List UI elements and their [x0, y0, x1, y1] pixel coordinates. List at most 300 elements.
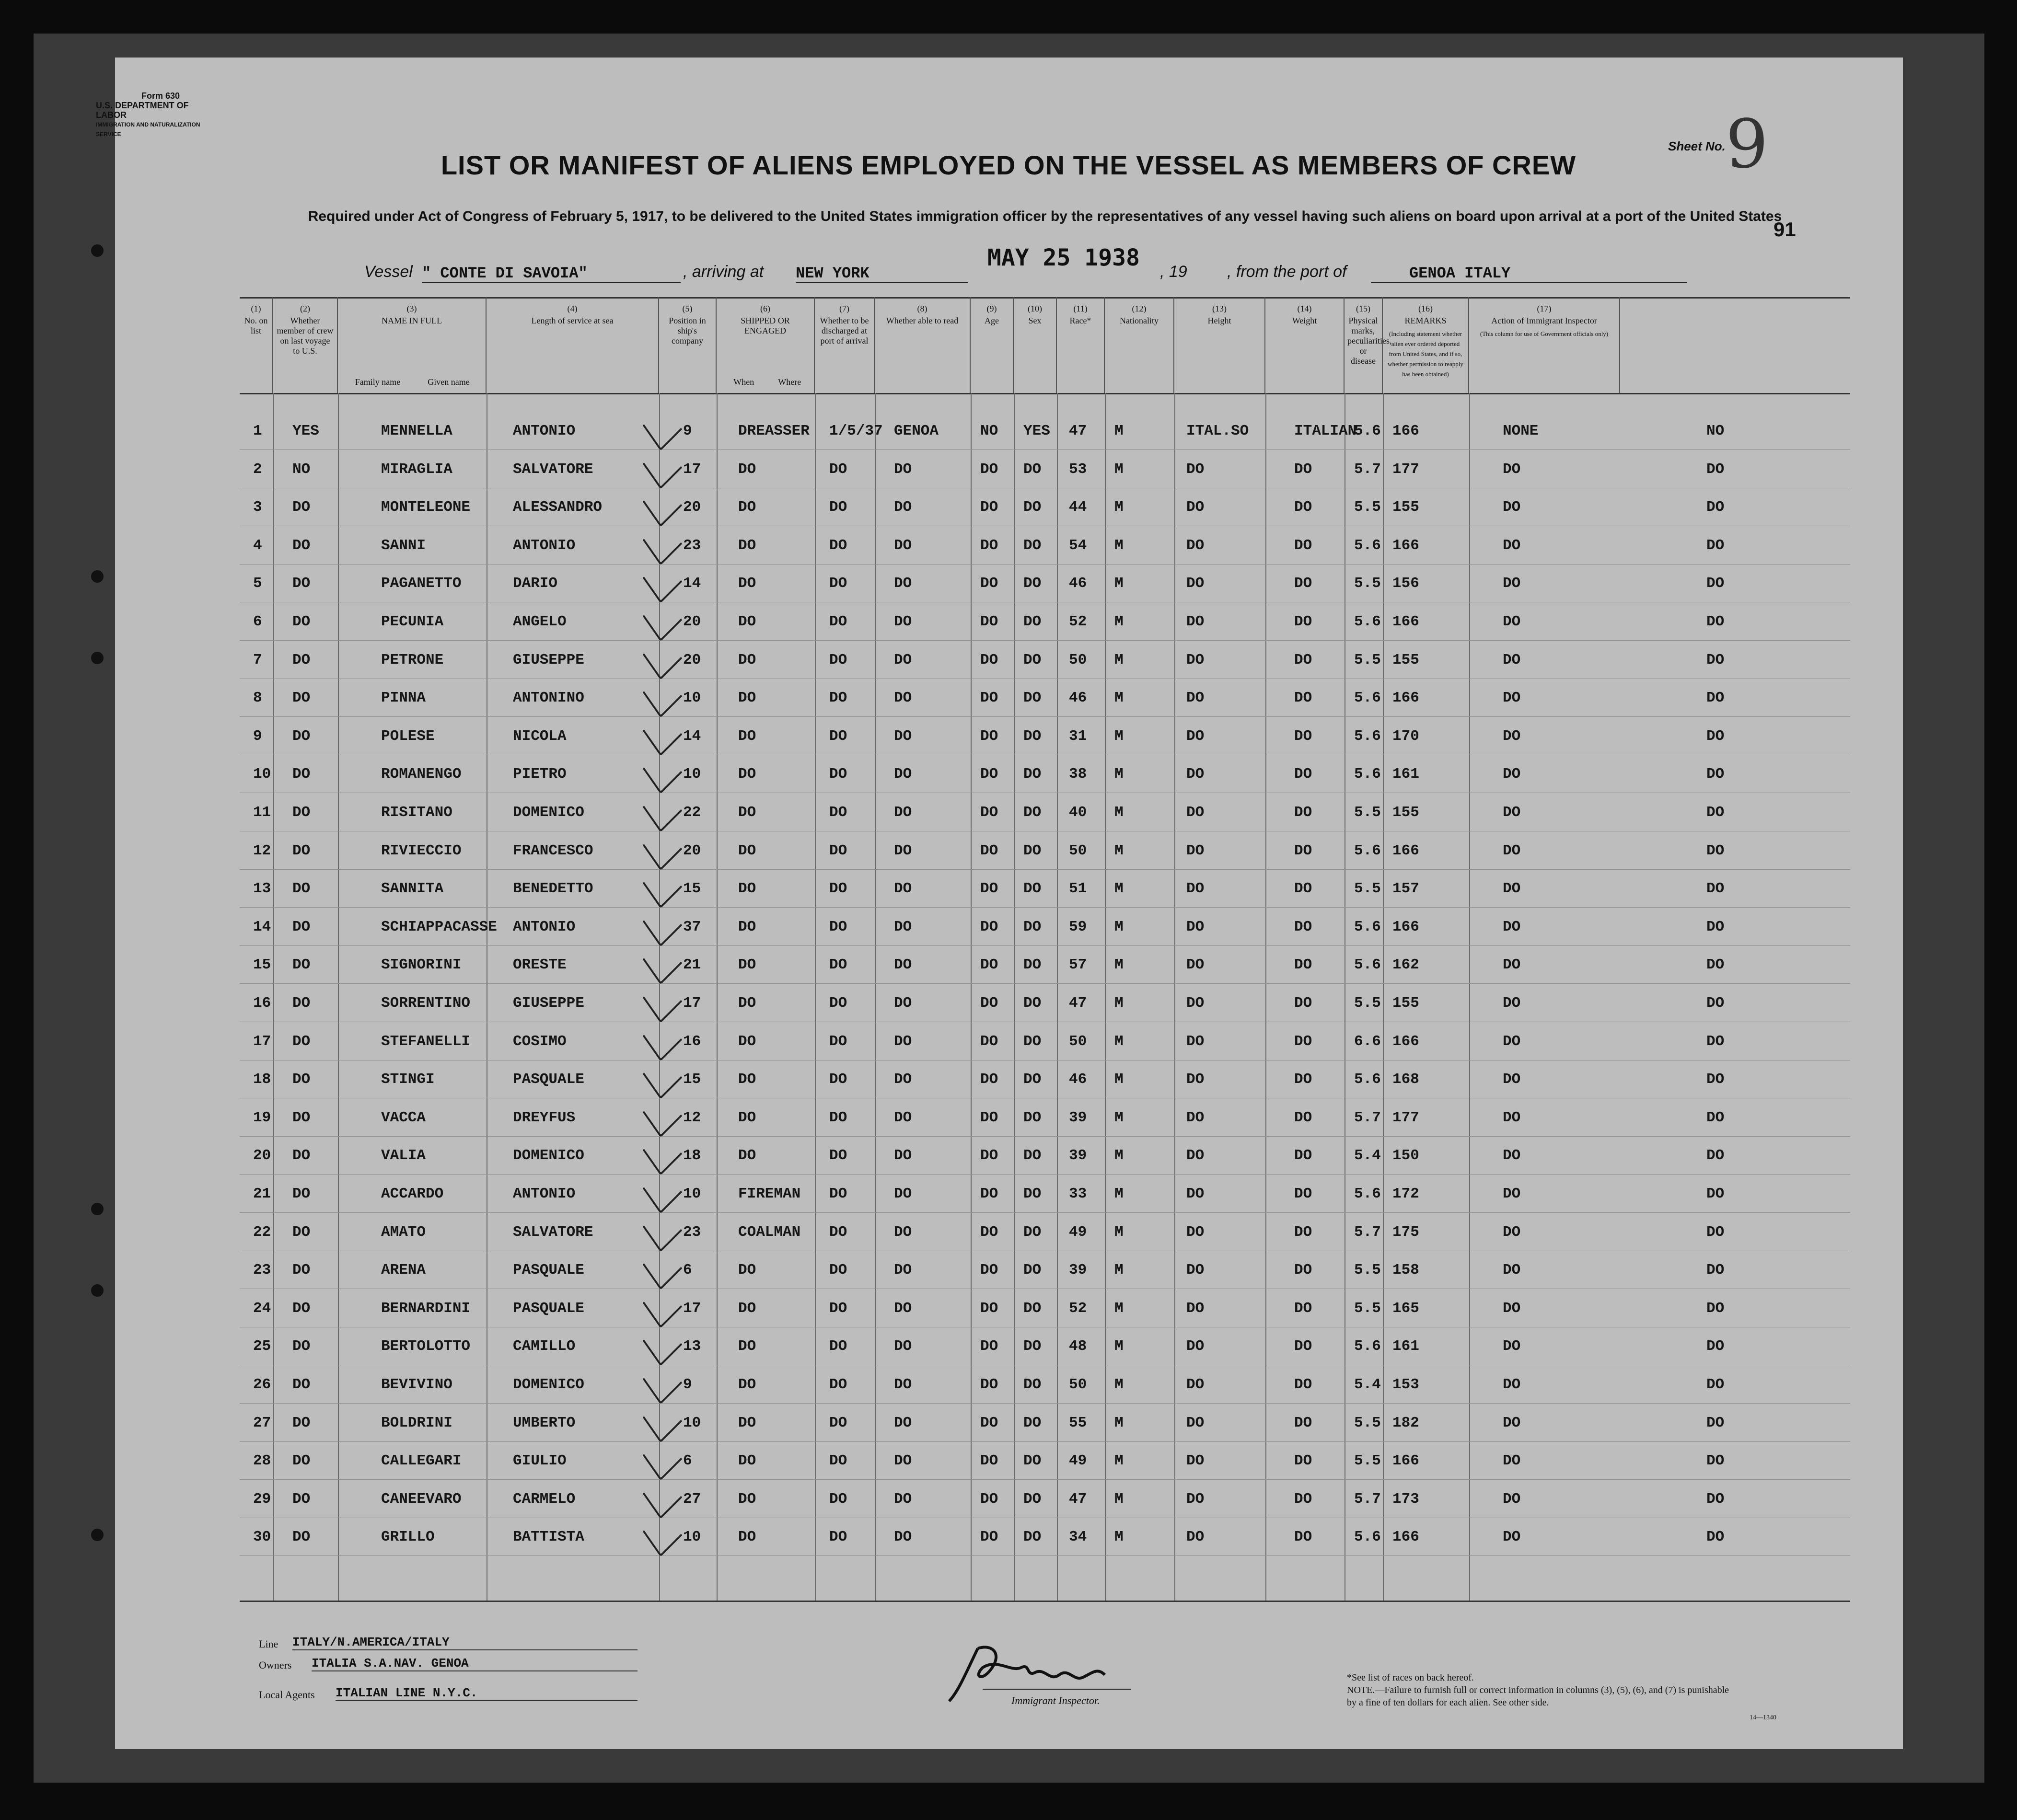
column-label: Sex — [1028, 316, 1042, 325]
cell-when: DO — [829, 613, 847, 630]
print-code: 14—1340 — [1750, 1714, 1776, 1721]
cell-weight: 155 — [1392, 804, 1419, 821]
cell-given: ORESTE — [513, 956, 567, 974]
cell-given: BENEDETTO — [513, 880, 593, 898]
column-header — [1265, 297, 1345, 393]
cell-remarks: DO — [1706, 613, 1725, 630]
cell-when: DO — [829, 1452, 847, 1470]
cell-read: DO — [1023, 880, 1042, 898]
column-number: (16) — [1418, 304, 1433, 313]
cell-height: 5.5 — [1354, 880, 1381, 898]
cell-when: DO — [829, 651, 847, 668]
cell-discharged: DO — [980, 690, 998, 707]
cell-weight: 157 — [1392, 880, 1419, 898]
cell-height: 5.6 — [1354, 727, 1381, 745]
cell-discharged: DO — [980, 499, 998, 516]
cell-age: 40 — [1069, 804, 1087, 821]
cell-age: 52 — [1069, 613, 1087, 630]
cell-read: DO — [1023, 1033, 1042, 1050]
cell-no: 22 — [253, 1223, 271, 1241]
cell-prev: NO — [292, 461, 311, 478]
cell-service: 14 — [683, 727, 701, 745]
column-label: Age — [985, 316, 999, 325]
cell-discharged: DO — [980, 1300, 998, 1317]
cell-remarks: DO — [1706, 1490, 1725, 1508]
cell-when: DO — [829, 461, 847, 478]
cell-given: GIUSEPPE — [513, 995, 584, 1012]
column-header — [1383, 297, 1469, 393]
cell-age: 47 — [1069, 423, 1087, 439]
cell-discharged: DO — [980, 537, 998, 554]
cell-marks: DO — [1503, 1376, 1521, 1393]
column-label: Position in ship's company — [669, 316, 706, 346]
column-label: Whether able to read — [886, 316, 959, 325]
cell-service: 23 — [683, 537, 701, 554]
column-number: (2) — [300, 304, 310, 313]
cell-age: 54 — [1069, 537, 1087, 554]
cell-service: 16 — [683, 1033, 701, 1050]
cell-remarks: NO — [1706, 423, 1725, 439]
cell-height: 5.5 — [1354, 575, 1381, 592]
cell-remarks: DO — [1706, 499, 1725, 516]
cell-age: 48 — [1069, 1338, 1087, 1355]
cell-height: 5.7 — [1354, 1223, 1381, 1241]
cell-position: DO — [738, 461, 756, 478]
cell-prev: DO — [292, 1300, 311, 1317]
column-header — [659, 297, 717, 393]
cell-remarks: DO — [1706, 1186, 1725, 1202]
cell-position: DO — [738, 575, 756, 592]
line-label: Line — [259, 1638, 278, 1650]
column-label: SHIPPED OR ENGAGED — [741, 316, 790, 335]
cell-height: 5.6 — [1354, 690, 1381, 707]
cell-position: DO — [738, 804, 756, 821]
cell-remarks: DO — [1706, 1338, 1725, 1355]
table-row — [240, 1099, 1850, 1137]
from-port: GENOA ITALY — [1371, 265, 1687, 283]
cell-read: DO — [1023, 1109, 1042, 1126]
cell-remarks: DO — [1706, 1033, 1725, 1050]
cell-read: DO — [1023, 1147, 1042, 1164]
cell-when: DO — [829, 690, 847, 707]
cell-weight: 168 — [1392, 1071, 1419, 1088]
cell-sex: M — [1114, 842, 1124, 859]
cell-where: DO — [894, 1490, 912, 1508]
cell-race: DO — [1186, 1376, 1205, 1393]
cell-prev: DO — [292, 690, 311, 707]
crew-manifest-table — [240, 297, 1850, 1601]
cell-position: DO — [738, 613, 756, 630]
cell-marks: DO — [1503, 804, 1521, 821]
cell-weight: 156 — [1392, 575, 1419, 592]
cell-nationality: DO — [1294, 1452, 1312, 1470]
cell-sex: M — [1114, 537, 1124, 554]
cell-prev: DO — [292, 918, 311, 935]
table-row — [240, 1480, 1850, 1518]
cell-nationality: DO — [1294, 995, 1312, 1012]
cell-no: 17 — [253, 1033, 271, 1050]
column-header — [875, 297, 971, 393]
cell-service: 14 — [683, 575, 701, 592]
cell-weight: 166 — [1392, 423, 1419, 439]
cell-marks: DO — [1503, 956, 1521, 974]
cell-read: DO — [1023, 1529, 1042, 1546]
column-header — [1105, 297, 1174, 393]
cell-height: 6.6 — [1354, 1033, 1381, 1050]
cell-where: DO — [894, 1147, 912, 1164]
sheet-label: Sheet No. — [1668, 139, 1726, 153]
cell-age: 50 — [1069, 1376, 1087, 1393]
cell-when: DO — [829, 766, 847, 783]
table-row — [240, 1137, 1850, 1175]
cell-position: DO — [738, 918, 756, 935]
cell-age: 44 — [1069, 499, 1087, 516]
cell-prev: DO — [292, 1147, 311, 1164]
table-row — [240, 1442, 1850, 1480]
cell-sex: M — [1114, 1529, 1124, 1546]
cell-nationality: DO — [1294, 1071, 1312, 1088]
punch-hole — [91, 1529, 104, 1541]
table-row — [240, 870, 1850, 908]
cell-where: DO — [894, 499, 912, 516]
cell-where: DO — [894, 1223, 912, 1241]
cell-read: DO — [1023, 1414, 1042, 1431]
cell-family: ARENA — [381, 1262, 426, 1279]
cell-position: DO — [738, 1529, 756, 1546]
cell-no: 8 — [253, 690, 262, 707]
cell-sex: M — [1114, 1109, 1124, 1126]
column-number: (12) — [1132, 304, 1147, 313]
cell-when: DO — [829, 1300, 847, 1317]
owners-value: ITALIA S.A.NAV. GENOA — [312, 1656, 638, 1671]
cell-given: UMBERTO — [513, 1414, 576, 1431]
cell-when: DO — [829, 1376, 847, 1393]
cell-position: COALMAN — [738, 1223, 801, 1241]
cell-height: 5.6 — [1354, 613, 1381, 630]
cell-family: MIRAGLIA — [381, 461, 452, 478]
punch-hole — [91, 652, 104, 664]
cell-family: VACCA — [381, 1109, 426, 1126]
cell-prev: DO — [292, 995, 311, 1012]
cell-remarks: DO — [1706, 1414, 1725, 1431]
cell-position: DO — [738, 1262, 756, 1279]
cell-read: DO — [1023, 690, 1042, 707]
cell-remarks: DO — [1706, 1529, 1725, 1546]
column-number: (3) — [406, 304, 417, 313]
table-row — [240, 564, 1850, 602]
cell-when: DO — [829, 537, 847, 554]
cell-height: 5.7 — [1354, 1490, 1381, 1508]
inspector-label: Immigrant Inspector. — [1011, 1694, 1100, 1706]
table-row — [240, 1404, 1850, 1442]
cell-family: CANEEVARO — [381, 1490, 462, 1508]
cell-race: ITAL.SO — [1186, 423, 1249, 439]
column-header — [971, 297, 1014, 393]
cell-nationality: DO — [1294, 766, 1312, 783]
cell-weight: 166 — [1392, 1033, 1419, 1050]
cell-read: DO — [1023, 995, 1042, 1012]
cell-when: DO — [829, 1071, 847, 1088]
cell-marks: DO — [1503, 727, 1521, 745]
cell-where: GENOA — [894, 423, 939, 439]
cell-read: DO — [1023, 1223, 1042, 1241]
page-title: LIST OR MANIFEST OF ALIENS EMPLOYED ON THE VESSEL AS MEMBERS OF CREW — [440, 150, 1577, 180]
cell-family: CALLEGARI — [381, 1452, 462, 1470]
table-row — [240, 412, 1850, 450]
cell-given: CARMELO — [513, 1490, 576, 1508]
cell-remarks: DO — [1706, 461, 1725, 478]
cell-no: 21 — [253, 1186, 271, 1202]
cell-nationality: DO — [1294, 918, 1312, 935]
cell-where: DO — [894, 995, 912, 1012]
cell-read: DO — [1023, 1452, 1042, 1470]
owners-label: Owners — [259, 1659, 292, 1671]
cell-service: 15 — [683, 1071, 701, 1088]
cell-where: DO — [894, 1376, 912, 1393]
cell-service: 10 — [683, 690, 701, 707]
cell-height: 5.5 — [1354, 499, 1381, 516]
cell-discharged: DO — [980, 880, 998, 898]
cell-read: DO — [1023, 727, 1042, 745]
column-number: (14) — [1297, 304, 1312, 313]
cell-prev: DO — [292, 575, 311, 592]
cell-no: 18 — [253, 1071, 271, 1088]
cell-discharged: DO — [980, 1262, 998, 1279]
cell-weight: 155 — [1392, 651, 1419, 668]
cell-age: 46 — [1069, 1071, 1087, 1088]
cell-sex: M — [1114, 1376, 1124, 1393]
cell-service: 17 — [683, 995, 701, 1012]
cell-where: DO — [894, 1452, 912, 1470]
cell-prev: DO — [292, 1186, 311, 1202]
cell-nationality: DO — [1294, 1109, 1312, 1126]
cell-discharged: DO — [980, 1147, 998, 1164]
cell-where: DO — [894, 1338, 912, 1355]
cell-no: 14 — [253, 918, 271, 935]
cell-height: 5.6 — [1354, 766, 1381, 783]
cell-where: DO — [894, 690, 912, 707]
cell-service: 17 — [683, 461, 701, 478]
column-header — [1469, 297, 1620, 393]
cell-given: SALVATORE — [513, 1223, 593, 1241]
cell-prev: DO — [292, 651, 311, 668]
cell-service: 13 — [683, 1338, 701, 1355]
cell-race: DO — [1186, 613, 1205, 630]
cell-height: 5.6 — [1354, 423, 1381, 439]
cell-race: DO — [1186, 575, 1205, 592]
cell-weight: 166 — [1392, 918, 1419, 935]
cell-position: DO — [738, 1109, 756, 1126]
cell-marks: DO — [1503, 1452, 1521, 1470]
column-label: No. on list — [244, 316, 268, 335]
cell-where: DO — [894, 575, 912, 592]
cell-discharged: DO — [980, 651, 998, 668]
table-row — [240, 679, 1850, 717]
column-header — [1174, 297, 1265, 393]
column-number: (10) — [1028, 304, 1042, 313]
cell-nationality: DO — [1294, 1376, 1312, 1393]
cell-given: COSIMO — [513, 1033, 567, 1050]
cell-no: 7 — [253, 651, 262, 668]
cell-service: 20 — [683, 499, 701, 516]
cell-position: DO — [738, 1338, 756, 1355]
column-label: Weight — [1292, 316, 1317, 325]
sheet-number: 9 — [1726, 105, 1769, 184]
column-sublabel: Where — [778, 377, 801, 387]
cell-read: DO — [1023, 804, 1042, 821]
cell-race: DO — [1186, 880, 1205, 898]
cell-read: DO — [1023, 613, 1042, 630]
cell-family: ROMANENGO — [381, 766, 462, 783]
cell-no: 3 — [253, 499, 262, 516]
cell-race: DO — [1186, 956, 1205, 974]
cell-given: SALVATORE — [513, 461, 593, 478]
column-number: (11) — [1073, 304, 1088, 313]
cell-marks: DO — [1503, 1490, 1521, 1508]
cell-race: DO — [1186, 1300, 1205, 1317]
arriving-port: NEW YORK — [796, 265, 968, 283]
cell-given: GIUSEPPE — [513, 651, 584, 668]
table-row — [240, 946, 1850, 984]
cell-position: DO — [738, 1033, 756, 1050]
cell-discharged: DO — [980, 1490, 998, 1508]
cell-when: DO — [829, 1338, 847, 1355]
cell-sex: M — [1114, 499, 1124, 516]
column-sublabel: (Including statement whether alien ever ordered deported from United States, and if so, whether permission to reapply has been obtained) — [1388, 330, 1463, 378]
cell-discharged: DO — [980, 1223, 998, 1241]
cell-given: PASQUALE — [513, 1262, 584, 1279]
cell-sex: M — [1114, 423, 1124, 439]
cell-sex: M — [1114, 918, 1124, 935]
cell-discharged: DO — [980, 1033, 998, 1050]
cell-position: DO — [738, 880, 756, 898]
cell-sex: M — [1114, 651, 1124, 668]
cell-height: 5.4 — [1354, 1147, 1381, 1164]
cell-discharged: DO — [980, 1186, 998, 1202]
cell-prev: DO — [292, 1529, 311, 1546]
cell-age: 50 — [1069, 1033, 1087, 1050]
cell-weight: 173 — [1392, 1490, 1419, 1508]
cell-age: 47 — [1069, 995, 1087, 1012]
cell-when: DO — [829, 995, 847, 1012]
column-header — [338, 297, 487, 393]
cell-prev: DO — [292, 880, 311, 898]
cell-marks: DO — [1503, 1414, 1521, 1431]
cell-when: DO — [829, 499, 847, 516]
cell-height: 5.5 — [1354, 804, 1381, 821]
column-header — [273, 297, 338, 393]
cell-marks: DO — [1503, 1262, 1521, 1279]
cell-position: DO — [738, 1490, 756, 1508]
cell-family: VALIA — [381, 1147, 426, 1164]
cell-service: 10 — [683, 1529, 701, 1546]
column-header — [240, 297, 273, 393]
cell-family: SCHIAPPACASSE — [381, 918, 497, 935]
cell-where: DO — [894, 1109, 912, 1126]
cell-discharged: DO — [980, 613, 998, 630]
cell-age: 52 — [1069, 1300, 1087, 1317]
column-label: REMARKS — [1404, 316, 1447, 325]
cell-height: 5.5 — [1354, 1300, 1381, 1317]
column-header — [717, 297, 815, 393]
column-label: Length of service at sea — [531, 316, 614, 325]
cell-service: 9 — [683, 423, 692, 439]
cell-sex: M — [1114, 461, 1124, 478]
cell-position: DO — [738, 1414, 756, 1431]
cell-age: 57 — [1069, 956, 1087, 974]
cell-race: DO — [1186, 842, 1205, 859]
cell-age: 53 — [1069, 461, 1087, 478]
cell-remarks: DO — [1706, 1071, 1725, 1088]
cell-discharged: DO — [980, 1414, 998, 1431]
cell-position: DO — [738, 1147, 756, 1164]
cell-no: 10 — [253, 766, 271, 783]
table-row — [240, 984, 1850, 1022]
cell-given: PASQUALE — [513, 1300, 584, 1317]
cell-race: DO — [1186, 690, 1205, 707]
cell-nationality: ITALIAN — [1294, 423, 1357, 439]
table-row — [240, 908, 1850, 946]
cell-read: DO — [1023, 1186, 1042, 1202]
vessel-label: Vessel — [364, 263, 413, 281]
cell-where: DO — [894, 1071, 912, 1088]
cell-nationality: DO — [1294, 880, 1312, 898]
cell-marks: DO — [1503, 499, 1521, 516]
form-number: Form 630 — [141, 91, 180, 101]
cell-remarks: DO — [1706, 690, 1725, 707]
cell-age: 49 — [1069, 1223, 1087, 1241]
cell-nationality: DO — [1294, 1262, 1312, 1279]
cell-marks: DO — [1503, 1071, 1521, 1088]
cell-family: RISITANO — [381, 804, 452, 821]
cell-given: BATTISTA — [513, 1529, 584, 1546]
column-label: Height — [1207, 316, 1231, 325]
cell-discharged: DO — [980, 918, 998, 935]
cell-prev: DO — [292, 1109, 311, 1126]
cell-no: 6 — [253, 613, 262, 630]
cell-read: DO — [1023, 1300, 1042, 1317]
cell-nationality: DO — [1294, 1338, 1312, 1355]
cell-prev: DO — [292, 537, 311, 554]
column-header — [815, 297, 875, 393]
cell-prev: DO — [292, 1414, 311, 1431]
cell-when: DO — [829, 1109, 847, 1126]
cell-nationality: DO — [1294, 842, 1312, 859]
table-row — [240, 832, 1850, 870]
cell-family: AMATO — [381, 1223, 426, 1241]
cell-sex: M — [1114, 1414, 1124, 1431]
cell-discharged: DO — [980, 461, 998, 478]
cell-discharged: DO — [980, 1071, 998, 1088]
cell-service: 20 — [683, 613, 701, 630]
cell-height: 5.6 — [1354, 1071, 1381, 1088]
cell-prev: DO — [292, 1376, 311, 1393]
cell-height: 5.5 — [1354, 651, 1381, 668]
table-row — [240, 794, 1850, 831]
cell-discharged: DO — [980, 1529, 998, 1546]
cell-family: PETRONE — [381, 651, 444, 668]
cell-position: DO — [738, 1376, 756, 1393]
cell-race: DO — [1186, 1186, 1205, 1202]
cell-age: 39 — [1069, 1109, 1087, 1126]
vessel-name: " CONTE DI SAVOIA" — [422, 265, 681, 283]
cell-height: 5.6 — [1354, 918, 1381, 935]
cell-marks: DO — [1503, 575, 1521, 592]
cell-prev: DO — [292, 1033, 311, 1050]
cell-no: 24 — [253, 1300, 271, 1317]
cell-where: DO — [894, 1300, 912, 1317]
cell-weight: 161 — [1392, 766, 1419, 783]
